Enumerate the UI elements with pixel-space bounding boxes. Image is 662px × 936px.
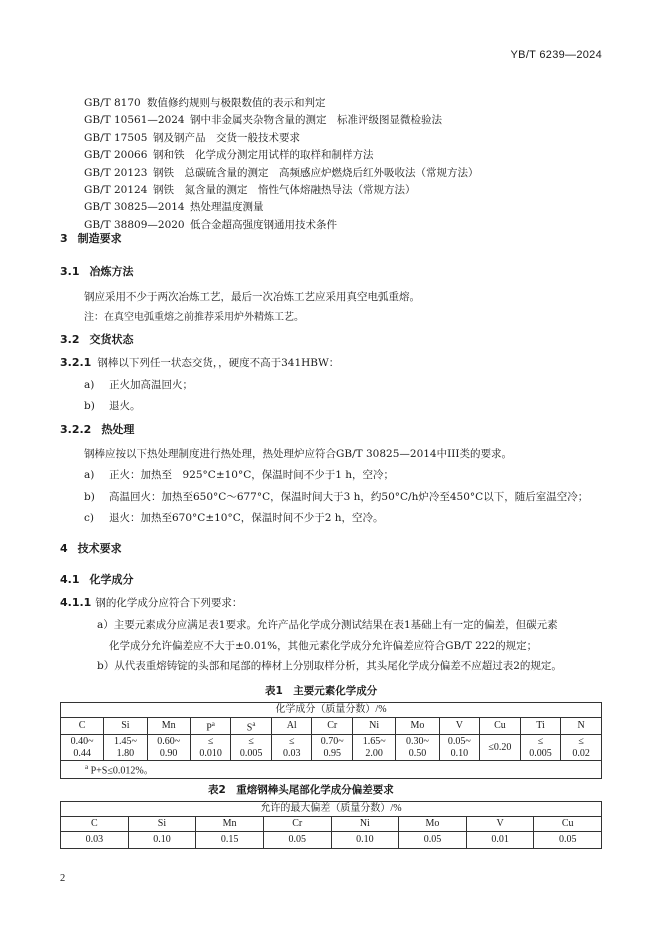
table1-cell-ti: ≤ 0.005 [520,735,561,761]
table1-cell-c: 0.40~ 0.44 [61,735,104,761]
page-number: 2 [60,873,66,884]
list-item: a) 正火加高温回火； [84,379,193,391]
table2-cell: 0.15 [196,832,264,849]
reference-item: GB/T 17505 钢及钢产品 交货一般技术要求 [84,131,300,144]
table2-header-row [61,817,602,832]
requirement-a-line1: a）主要元素成分应满足表1要求。允许产品化学成分测试结果在表1基础上有一定的偏差，但碳元素 [97,619,558,631]
requirement-b: b）从代表重熔铸锭的头部和尾部的棒材上分别取样分析，其头尾化学成分偏差不应超过表2的规定。 [97,660,562,672]
table1-cell-v: 0.05~ 0.10 [439,735,480,761]
table1-cell-mo: 0.30~ 0.50 [396,735,439,761]
table1-value-row [61,735,602,761]
reference-item: GB/T 20066 钢和铁 化学成分测定用试样的取样和制样方法 [84,149,374,162]
table2-value-row [61,832,602,849]
table2-col-header: Cu [534,817,602,832]
list-item: b) 高温回火：加热至650°C～677°C，保温时间大于3 h，约50°C/h炉冷至450°C以下，随后室温空冷； [84,491,589,503]
list-item: b) 退火。 [84,400,141,412]
table1-col-header: N [561,718,602,735]
table1-cell-mn: 0.60~ 0.90 [147,735,190,761]
table1-col-header: C [61,718,104,735]
table2-col-header: C [61,817,129,832]
table1-cell-n: ≤ 0.02 [561,735,602,761]
table2-col-header: Si [128,817,196,832]
table1-col-header: Cr [312,718,353,735]
table2-col-header: V [466,817,534,832]
table1-col-header: Cu [480,718,521,735]
table2-cell: 0.03 [61,832,129,849]
section-3-1-note: 注：在真空电弧重熔之前推荐采用炉外精炼工艺。 [84,312,304,323]
section-3-1-body: 钢应采用不少于两次冶炼工艺，最后一次冶炼工艺应采用真空电弧重熔。 [84,291,420,303]
table2-col-header: Ni [331,817,399,832]
table1-cell-al: ≤ 0.03 [271,735,312,761]
table2-group-header: 允许的最大偏差（质量分数）/% [61,802,602,817]
table2-caption: 表2 重熔钢棒头尾部化学成分偏差要求 [208,784,394,796]
reference-item: GB/T 30825—2014 热处理温度测量 [84,201,264,214]
section-4-heading: 4 技术要求 [60,542,122,555]
table2-cell: 0.10 [128,832,196,849]
table2-col-header: Mn [196,817,264,832]
table1-col-header: Al [271,718,312,735]
table1-header-row [61,718,602,735]
table1-caption: 表1 主要元素化学成分 [265,685,378,697]
reference-item: GB/T 8170 数值修约规则与极限数值的表示和判定 [84,97,326,109]
table1-chemical-composition [60,702,602,779]
reference-item: GB/T 20124 钢铁 氮含量的测定 惰性气体熔融热导法（常规方法） [84,184,416,197]
section-4-1-heading: 4.1 化学成分 [60,573,134,586]
section-3-2-2-body: 钢棒应按以下热处理制度进行热处理，热处理炉应符合GB/T 30825—2014中III类的要求。 [84,448,513,460]
section-3-2-1-body: 3.2.1 钢棒以下列任一状态交货，，硬度不高于341HBW： [60,356,340,369]
table1-cell-s: ≤ 0.005 [231,735,272,761]
table1-col-header: V [439,718,480,735]
section-3-1-heading: 3.1 冶炼方法 [60,265,134,278]
reference-item: GB/T 10561—2024 钢中非金属夹杂物含量的测定 标准评级图显微检验法 [84,114,442,127]
table2-col-header: Cr [263,817,331,832]
section-4-1-1-body: 4.1.1 钢的化学成分应符合下列要求： [60,596,243,609]
table1-col-header: $S^a$ [231,718,272,735]
list-item: a) 正火：加热至 925°C±10°C，保温时间不少于1 h，空冷； [84,469,395,481]
table1-col-header: Mn [147,718,190,735]
table1-col-header: Ti [520,718,561,735]
section-3-heading: 3 制造要求 [60,232,122,245]
requirement-a-line2: 化学成分允许偏差应不大于±0.01%，其他元素化学成分允许偏差应符合GB/T 222的规定； [109,640,538,652]
list-item: c) 退火：加热至670°C±10°C，保温时间不少于2 h，空冷。 [84,512,384,524]
table2-col-header: Mo [399,817,467,832]
table1-group-header: 化学成分（质量分数）/% [61,703,602,718]
normative-references [84,95,479,234]
table1-cell-p: ≤ 0.010 [190,735,231,761]
reference-item: GB/T 20123 钢铁 总碳硫含量的测定 高频感应炉燃烧后红外吸收法（常规方法） [84,166,479,179]
table1-cell-ni: 1.65~ 2.00 [353,735,396,761]
table1-col-header: $P^a$ [190,718,231,735]
table2-cell: 0.05 [263,832,331,849]
table2-deviation [60,801,602,849]
table1-col-header: Ni [353,718,396,735]
table2-cell: 0.05 [399,832,467,849]
table2-cell: 0.05 [534,832,602,849]
table1-col-header: Mo [396,718,439,735]
section-3-2-heading: 3.2 交货状态 [60,333,134,346]
table1-footnote: $^a$ P+S≤0.012%。 [61,761,602,778]
section-3-2-2-heading: 3.2.2 热处理 [60,423,135,436]
table1-cell-cu: ≤0.20 [480,735,521,761]
table1-col-header: Si [104,718,147,735]
table1-cell-si: 1.45~ 1.80 [104,735,147,761]
table2-cell: 0.10 [331,832,399,849]
standard-code: YB/T 6239—2024 [510,49,602,61]
table1-cell-cr: 0.70~ 0.95 [312,735,353,761]
table2-cell: 0.01 [466,832,534,849]
reference-item: GB/T 38809—2020 低合金超高强度钢通用技术条件 [84,218,337,231]
